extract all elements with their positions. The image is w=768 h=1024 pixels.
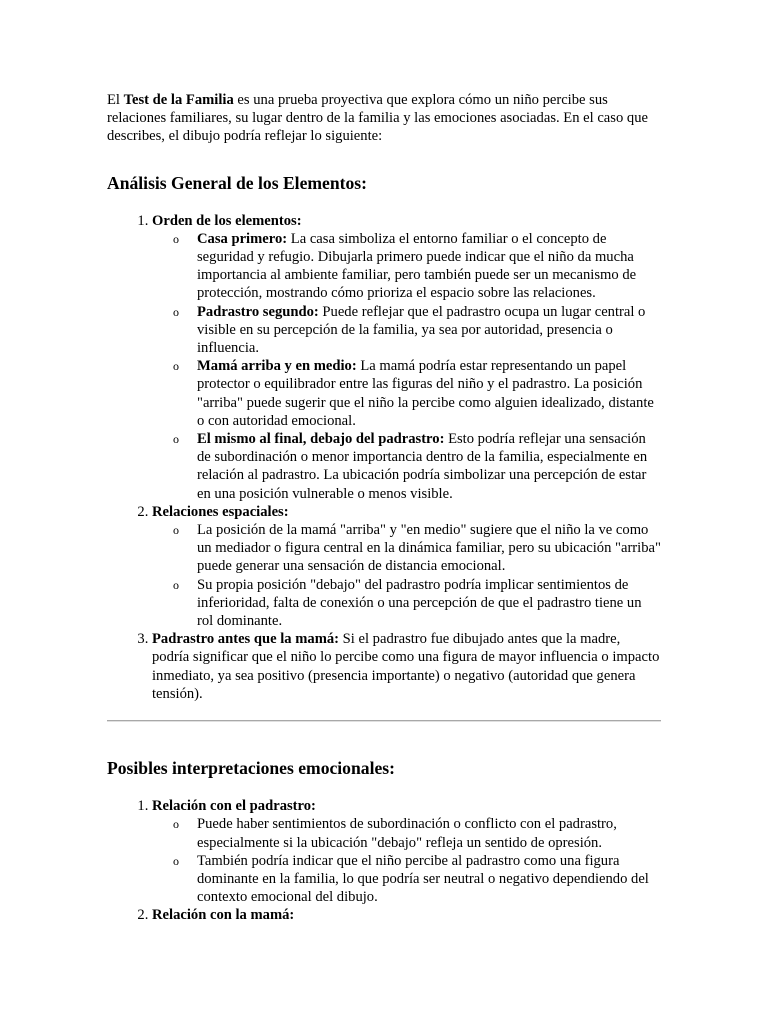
item-text: Si el padrastro fue dibujado antes que la madre, podría significar que el niño lo percibe como una figura de mayor influencia o impacto inmediato, ya sea positivo (presencia importante) o negativo (autoridad que genera tensión). bbox=[152, 631, 660, 702]
sub-list-item bbox=[197, 430, 661, 503]
sub-item-title: Padrastro segundo: bbox=[197, 303, 319, 320]
section-divider bbox=[107, 720, 661, 722]
list-item bbox=[152, 797, 661, 906]
sub-list-item: o La posición de la mamá "arriba" y "en medio" sugiere que el niño la ve como un mediador o figura central en la dinámica familiar, pero su ubicación "arriba" puede generar una sensación de distancia emocional. bbox=[197, 521, 661, 576]
intro-prefix: El bbox=[107, 92, 124, 108]
sub-list-item bbox=[197, 357, 661, 430]
item-title: Relación con el padrastro: bbox=[152, 798, 316, 815]
item-title: Padrastro antes que la mamá: bbox=[152, 631, 340, 648]
item-title: Orden de los elementos: bbox=[152, 212, 302, 229]
sub-list-item: o Puede haber sentimientos de subordinación o conflicto con el padrastro, especialmente si la ubicación "debajo" refleja un sentido de opresión. bbox=[197, 815, 661, 851]
sub-list-item: o Su propia posición "debajo" del padrastro podría implicar sentimientos de inferioridad, falta de conexión o una percepción de que el padrastro tiene un rol dominante. bbox=[197, 576, 661, 631]
sub-item-text: Esto podría reflejar una sensación de subordinación o menor importancia dentro de la familia, especialmente en relación al padrastro. La ubicación podría simbolizar una percepción de estar en una posición vulnerable o menos visible. bbox=[197, 431, 648, 502]
sub-item-title: Casa primero: bbox=[197, 230, 288, 247]
section-heading-emotional: Posibles interpretaciones emocionales: bbox=[107, 758, 395, 779]
list-item bbox=[152, 212, 661, 503]
sub-list bbox=[152, 230, 661, 503]
item-title: Relación con la mamá: bbox=[152, 907, 295, 924]
sub-list bbox=[152, 521, 661, 630]
sub-item-title: Mamá arriba y en medio: bbox=[197, 358, 357, 375]
general-analysis-list bbox=[107, 212, 661, 703]
sub-item-text: La casa simboliza el entorno familiar o el concepto de seguridad y refugio. Dibujarla primero puede indicar que el niño da mucha importancia al ambiente familiar, pero también puede ser un mecanismo de protección, mostrando cómo prioriza el espacio sobre las relaciones. bbox=[197, 230, 637, 302]
list-item bbox=[152, 503, 661, 630]
sub-item-text: La mamá podría estar representando un papel protector o equilibrador entre las figuras del niño y el padrastro. La posición "arriba" puede sugerir que el niño la percibe como alguien idealizado, distante o con autoridad emocional. bbox=[197, 358, 654, 429]
sub-list bbox=[152, 815, 661, 906]
list-item bbox=[152, 906, 661, 924]
intro-test-name: Test de la Familia bbox=[123, 92, 234, 108]
intro-rest: es una prueba proyectiva que explora cómo un niño percibe sus relaciones familiares, su lugar dentro de la familia y las emociones asociadas. En el caso que describes, el dibujo podría reflejar lo siguiente: bbox=[107, 92, 648, 145]
sub-list-item: o También podría indicar que el niño percibe al padrastro como una figura dominante en la familia, lo que podría ser neutral o negativo dependiendo del contexto emocional del dibujo. bbox=[197, 852, 661, 907]
sub-item-text: Puede reflejar que el padrastro ocupa un lugar central o visible en su percepción de la familia, ya sea por autoridad, presencia o influencia. bbox=[197, 303, 646, 357]
sub-list-item bbox=[197, 230, 661, 303]
sub-item-title: El mismo al final, debajo del padrastro: bbox=[197, 431, 445, 448]
intro-paragraph bbox=[107, 91, 661, 146]
item-title: Relaciones espaciales: bbox=[152, 503, 289, 520]
sub-list-item bbox=[197, 303, 661, 358]
list-item bbox=[152, 630, 661, 703]
emotional-interpretation-list bbox=[107, 797, 661, 924]
section-heading-general: Análisis General de los Elementos: bbox=[107, 172, 367, 193]
